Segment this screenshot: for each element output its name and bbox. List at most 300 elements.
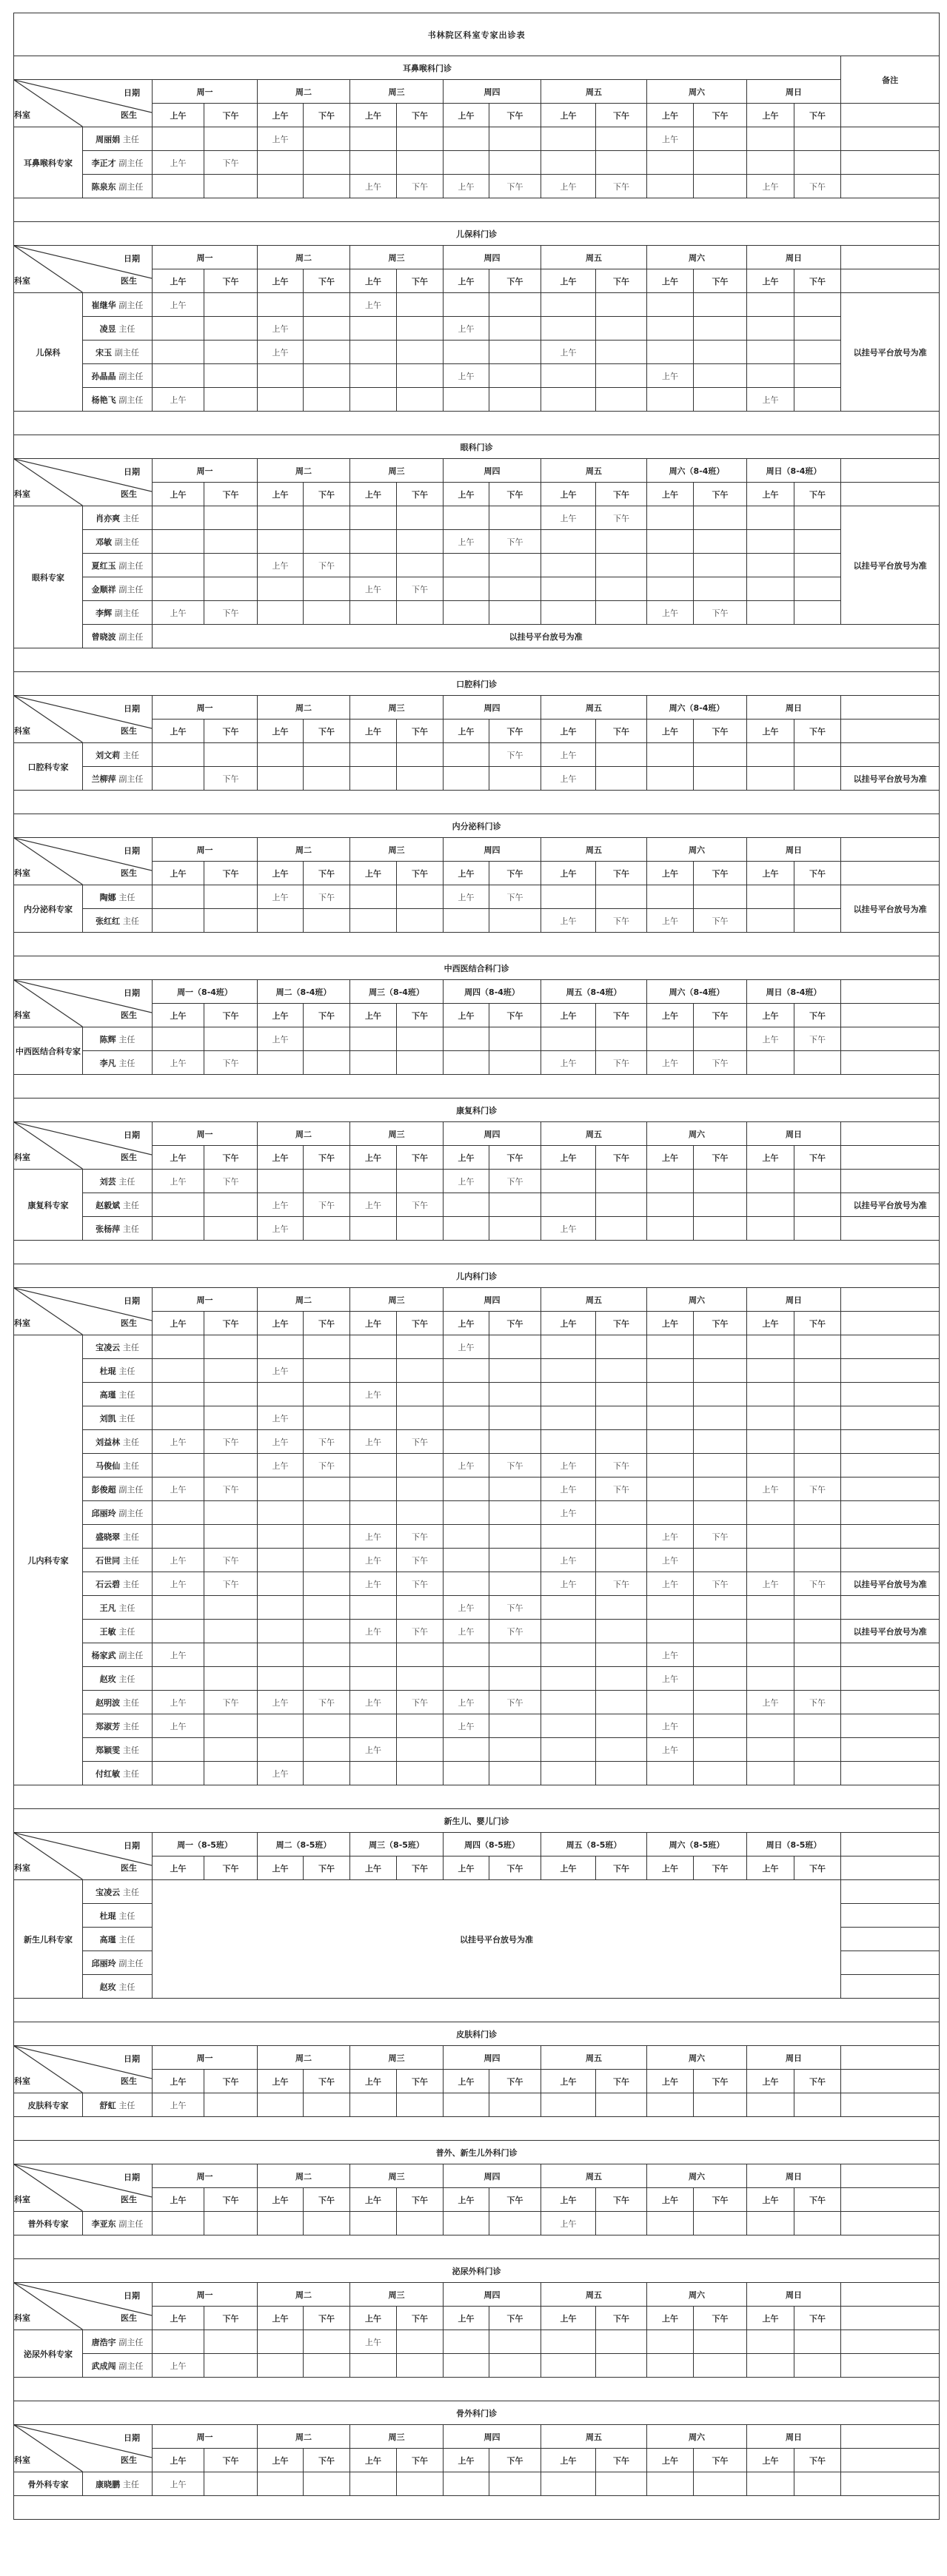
schedule-slot: [647, 2212, 694, 2235]
schedule-slot: [647, 1217, 694, 1241]
schedule-slot: [258, 1620, 304, 1643]
schedule-slot: [747, 506, 794, 530]
schedule-slot: [794, 151, 841, 175]
schedule-slot: [304, 2472, 350, 2496]
schedule-slot: [489, 1193, 541, 1217]
schedule-slot: [153, 1359, 204, 1383]
schedule-slot: 上午: [258, 554, 304, 577]
schedule-slot: [541, 1691, 596, 1714]
schedule-slot: [204, 1738, 258, 1762]
schedule-slot: 下午: [489, 1170, 541, 1193]
schedule-slot: [596, 1667, 647, 1691]
schedule-slot: [350, 1051, 397, 1075]
schedule-slot: [794, 2354, 841, 2378]
schedule-slot: [204, 1643, 258, 1667]
doctor-name-text: 李正才: [91, 158, 116, 168]
schedule-slot: [204, 175, 258, 198]
schedule-slot: [541, 1193, 596, 1217]
am-header: 上午: [258, 862, 304, 885]
schedule-slot: [444, 1643, 489, 1667]
schedule-slot: [444, 1027, 489, 1051]
spacer-row: [14, 2378, 940, 2401]
doctor-name-text: 高瑾: [99, 1389, 116, 1400]
schedule-slot: [647, 1620, 694, 1643]
schedule-slot: [596, 1383, 647, 1406]
schedule-slot: 上午: [541, 767, 596, 791]
pm-header: 下午: [304, 2070, 350, 2093]
remark-blank: [841, 459, 940, 483]
department-label: 科室: [14, 1318, 30, 1328]
schedule-slot: [541, 151, 596, 175]
schedule-slot: [304, 341, 350, 364]
day-header: 周二: [258, 246, 350, 269]
schedule-slot: [794, 388, 841, 412]
schedule-slot: [694, 1620, 747, 1643]
schedule-slot: 下午: [794, 1691, 841, 1714]
schedule-slot: [596, 577, 647, 601]
department-name: 皮肤科专家: [14, 2093, 83, 2117]
schedule-slot: [489, 1027, 541, 1051]
schedule-slot: [489, 2330, 541, 2354]
doctor-name: [83, 1525, 153, 1549]
remark-cell: [841, 2472, 940, 2496]
doctor-name: [83, 2472, 153, 2496]
pm-header: 下午: [694, 104, 747, 127]
remark-cell: [841, 1335, 940, 1359]
doctor-name: [83, 364, 153, 388]
day-header: 周三: [350, 2425, 444, 2449]
schedule-slot: [258, 767, 304, 791]
schedule-slot: [794, 767, 841, 791]
pm-header: 下午: [397, 2449, 444, 2472]
schedule-slot: [489, 1501, 541, 1525]
am-header: 上午: [350, 104, 397, 127]
section-title-row: [14, 956, 940, 980]
day-header: 周一: [153, 459, 258, 483]
schedule-slot: [694, 341, 747, 364]
day-header-row: [14, 2164, 940, 2188]
doctor-row: [14, 577, 940, 601]
am-header: 上午: [153, 104, 204, 127]
diagonal-header-cell: [14, 2425, 153, 2472]
am-header: 上午: [541, 1146, 596, 1170]
schedule-slot: 下午: [694, 1051, 747, 1075]
am-header: 上午: [258, 2307, 304, 2330]
day-header-row: [14, 80, 940, 104]
schedule-slot: [489, 1430, 541, 1454]
schedule-slot: 下午: [397, 1193, 444, 1217]
am-header: 上午: [747, 720, 794, 743]
am-header: 上午: [747, 862, 794, 885]
schedule-slot: 下午: [304, 1193, 350, 1217]
schedule-slot: 上午: [258, 1691, 304, 1714]
doctor-rank: 副主任: [118, 300, 144, 310]
schedule-slot: 下午: [397, 1691, 444, 1714]
am-header: 上午: [541, 720, 596, 743]
schedule-slot: [204, 388, 258, 412]
section-title-row: [14, 2259, 940, 2283]
pm-header: 下午: [694, 269, 747, 293]
doctor-rank: 主任: [122, 750, 139, 760]
schedule-slot: [204, 127, 258, 151]
schedule-slot: 下午: [204, 1051, 258, 1075]
schedule-slot: [350, 127, 397, 151]
schedule-slot: [304, 151, 350, 175]
schedule-slot: [489, 1714, 541, 1738]
schedule-slot: [204, 1596, 258, 1620]
doctor-row: [14, 1525, 940, 1549]
remark-cell: [841, 1951, 940, 1975]
schedule-slot: [489, 151, 541, 175]
remark-blank: [841, 2449, 940, 2472]
schedule-slot: [304, 767, 350, 791]
pm-header: 下午: [204, 269, 258, 293]
doctor-rank: 副主任: [118, 584, 144, 594]
schedule-slot: [794, 909, 841, 933]
schedule-table: [13, 13, 940, 2520]
schedule-slot: [694, 1335, 747, 1359]
schedule-slot: [304, 1667, 350, 1691]
schedule-slot: [204, 364, 258, 388]
doctor-name: [83, 127, 153, 151]
doctor-name-text: 孙晶晶: [91, 371, 116, 381]
spacer-row: [14, 1999, 940, 2022]
schedule-slot: 上午: [541, 1217, 596, 1241]
schedule-slot: 上午: [747, 1691, 794, 1714]
schedule-slot: [489, 767, 541, 791]
department-name: 普外科专家: [14, 2212, 83, 2235]
pm-header: 下午: [304, 862, 350, 885]
schedule-slot: [747, 1667, 794, 1691]
date-label: 日期: [124, 2433, 140, 2443]
schedule-slot: [694, 1762, 747, 1785]
schedule-slot: [397, 1667, 444, 1691]
schedule-slot: [647, 885, 694, 909]
am-header: 上午: [444, 1312, 489, 1335]
schedule-slot: [541, 1359, 596, 1383]
schedule-slot: [153, 577, 204, 601]
day-header: 周五: [541, 1288, 647, 1312]
schedule-slot: [596, 388, 647, 412]
schedule-slot: [794, 1051, 841, 1075]
pm-header: 下午: [694, 862, 747, 885]
spacer-row: [14, 1075, 940, 1099]
schedule-slot: [258, 530, 304, 554]
schedule-slot: [397, 743, 444, 767]
schedule-slot: [350, 1596, 397, 1620]
schedule-slot: [647, 175, 694, 198]
department-label: 科室: [14, 276, 30, 286]
schedule-slot: [350, 1027, 397, 1051]
schedule-slot: [397, 1762, 444, 1785]
am-header: 上午: [444, 2070, 489, 2093]
doctor-row: [14, 2472, 940, 2496]
schedule-slot: [489, 1217, 541, 1241]
schedule-slot: [694, 2354, 747, 2378]
day-header: 周一: [153, 1288, 258, 1312]
schedule-slot: [541, 1170, 596, 1193]
day-header: 周三: [350, 1288, 444, 1312]
schedule-slot: [541, 388, 596, 412]
schedule-slot: [258, 743, 304, 767]
doctor-rank: 副主任: [118, 631, 144, 642]
remark-cell: [841, 1549, 940, 1572]
schedule-slot: [647, 743, 694, 767]
doctor-row: [14, 341, 940, 364]
schedule-slot: [596, 1430, 647, 1454]
schedule-slot: [397, 1359, 444, 1383]
doctor-name: [83, 2354, 153, 2378]
schedule-slot: [397, 1501, 444, 1525]
spacer-cell: [14, 1075, 940, 1099]
diagonal-header-cell: [14, 2283, 153, 2330]
doctor-name-text: 宝凌云: [96, 1342, 121, 1352]
schedule-slot: [489, 1738, 541, 1762]
pm-header: 下午: [397, 2307, 444, 2330]
department-name: 新生儿科专家: [14, 1880, 83, 1999]
schedule-slot: 上午: [541, 1477, 596, 1501]
pm-header: 下午: [694, 1004, 747, 1027]
remark-cell: [841, 2354, 940, 2378]
department-name: 内分泌科专家: [14, 885, 83, 933]
pm-header: 下午: [794, 2449, 841, 2472]
schedule-slot: [794, 1430, 841, 1454]
doctor-rank: 主任: [122, 1721, 139, 1731]
schedule-slot: [153, 1620, 204, 1643]
day-header: 周四: [444, 2425, 541, 2449]
doctor-name-text: 刘凯: [99, 1413, 116, 1423]
schedule-slot: [397, 388, 444, 412]
schedule-slot: 上午: [444, 885, 489, 909]
period-header-row: [14, 2188, 940, 2212]
schedule-slot: [204, 1217, 258, 1241]
doctor-row: [14, 1762, 940, 1785]
day-header-row: [14, 980, 940, 1004]
schedule-slot: 上午: [647, 1051, 694, 1075]
schedule-slot: [204, 1359, 258, 1383]
doctor-name-text: 刘芸: [99, 1176, 116, 1187]
schedule-slot: [694, 1549, 747, 1572]
schedule-slot: [794, 1359, 841, 1383]
date-label: 日期: [124, 1130, 140, 1140]
schedule-slot: [258, 1643, 304, 1667]
schedule-slot: [153, 743, 204, 767]
schedule-slot: [747, 530, 794, 554]
doctor-row: [14, 151, 940, 175]
schedule-slot: [794, 577, 841, 601]
day-header: 周日: [747, 246, 841, 269]
schedule-slot: [444, 1738, 489, 1762]
doctor-label: 医生: [121, 1863, 137, 1873]
schedule-slot: 下午: [596, 1477, 647, 1501]
schedule-slot: [794, 127, 841, 151]
day-header: 周六: [647, 2283, 747, 2307]
remark-blank: [841, 104, 940, 127]
day-header: 周五: [541, 838, 647, 862]
doctor-rank: 主任: [118, 323, 135, 334]
doctor-rank: 主任: [122, 1437, 139, 1447]
doctor-row: [14, 1667, 940, 1691]
pm-header: 下午: [397, 1004, 444, 1027]
am-header: 上午: [747, 104, 794, 127]
department-label: 科室: [14, 489, 30, 499]
doctor-rank: 副主任: [114, 537, 139, 547]
schedule-slot: [747, 1762, 794, 1785]
day-header: 周六: [647, 2425, 747, 2449]
schedule-slot: [397, 317, 444, 341]
doctor-row: [14, 364, 940, 388]
am-header: 上午: [444, 483, 489, 506]
day-header: 周三: [350, 838, 444, 862]
doctor-row: [14, 293, 940, 317]
schedule-slot: [541, 1383, 596, 1406]
schedule-slot: 上午: [541, 1501, 596, 1525]
pm-header: 下午: [794, 483, 841, 506]
section-title: 泌尿外科门诊: [14, 2259, 940, 2283]
remark-cell: 以挂号平台放号为准: [841, 1620, 940, 1643]
schedule-slot: [694, 1501, 747, 1525]
diagonal-header-cell: [14, 980, 153, 1027]
schedule-slot: [350, 2354, 397, 2378]
date-label: 日期: [124, 2054, 140, 2064]
day-header: 周六: [647, 1122, 747, 1146]
doctor-row: [14, 1596, 940, 1620]
schedule-slot: [694, 317, 747, 341]
schedule-slot: 上午: [350, 1620, 397, 1643]
schedule-slot: 上午: [647, 909, 694, 933]
schedule-slot: [350, 767, 397, 791]
schedule-slot: [694, 530, 747, 554]
am-header: 上午: [747, 2188, 794, 2212]
am-header: 上午: [350, 2449, 397, 2472]
schedule-slot: 上午: [350, 293, 397, 317]
schedule-slot: 上午: [444, 1714, 489, 1738]
am-header: 上午: [747, 2307, 794, 2330]
pm-header: 下午: [489, 1146, 541, 1170]
department-label: 科室: [14, 726, 30, 736]
schedule-slot: [153, 2330, 204, 2354]
doctor-rank: 主任: [118, 2100, 135, 2110]
am-header: 上午: [258, 2188, 304, 2212]
doctor-name: [83, 1691, 153, 1714]
schedule-slot: [204, 341, 258, 364]
schedule-slot: 上午: [444, 1596, 489, 1620]
date-label: 日期: [124, 846, 140, 856]
schedule-slot: [794, 1170, 841, 1193]
schedule-slot: 上午: [647, 1643, 694, 1667]
schedule-slot: [541, 1335, 596, 1359]
schedule-slot: [397, 530, 444, 554]
am-header: 上午: [258, 2449, 304, 2472]
doctor-name-text: 舒虹: [99, 2100, 116, 2110]
schedule-slot: [794, 1549, 841, 1572]
schedule-slot: [204, 2330, 258, 2354]
am-header: 上午: [350, 1146, 397, 1170]
schedule-slot: [794, 364, 841, 388]
pm-header: 下午: [794, 104, 841, 127]
schedule-slot: [153, 127, 204, 151]
am-header: 上午: [258, 104, 304, 127]
pm-header: 下午: [596, 720, 647, 743]
am-header: 上午: [747, 1146, 794, 1170]
doctor-rank: 主任: [122, 1555, 139, 1566]
schedule-slot: [747, 127, 794, 151]
pm-header: 下午: [204, 720, 258, 743]
schedule-slot: [596, 2212, 647, 2235]
am-header: 上午: [444, 862, 489, 885]
doctor-name: [83, 1477, 153, 1501]
doctor-name-text: 宝凌云: [96, 1887, 121, 1897]
schedule-slot: [258, 577, 304, 601]
schedule-slot: 上午: [258, 1762, 304, 1785]
section-title: 眼科门诊: [14, 435, 940, 459]
spacer-cell: [14, 2117, 940, 2141]
pm-header: 下午: [204, 104, 258, 127]
schedule-slot: [541, 364, 596, 388]
schedule-slot: [397, 2330, 444, 2354]
schedule-slot: [153, 1335, 204, 1359]
schedule-slot: [397, 1454, 444, 1477]
day-header: 周日: [747, 1288, 841, 1312]
am-header: 上午: [541, 2307, 596, 2330]
am-header: 上午: [350, 1004, 397, 1027]
schedule-slot: [397, 601, 444, 625]
schedule-slot: [541, 601, 596, 625]
schedule-slot: [794, 1643, 841, 1667]
schedule-slot: [444, 1477, 489, 1501]
doctor-name: [83, 1406, 153, 1430]
doctor-rank: 副主任: [118, 774, 144, 784]
day-header: 周五: [541, 80, 647, 104]
doctor-name: [83, 1027, 153, 1051]
day-header: 周六: [647, 246, 747, 269]
schedule-slot: [794, 1217, 841, 1241]
schedule-slot: [694, 1738, 747, 1762]
schedule-slot: [694, 127, 747, 151]
schedule-slot: [489, 1549, 541, 1572]
schedule-slot: 上午: [747, 1572, 794, 1596]
schedule-slot: [204, 2093, 258, 2117]
schedule-sheet: [13, 13, 939, 2520]
day-header: 周三: [350, 459, 444, 483]
schedule-slot: [258, 1596, 304, 1620]
period-header-row: [14, 2307, 940, 2330]
schedule-slot: 上午: [444, 1170, 489, 1193]
am-header: 上午: [153, 1312, 204, 1335]
schedule-slot: [304, 1620, 350, 1643]
schedule-slot: 下午: [489, 1596, 541, 1620]
schedule-slot: [694, 1667, 747, 1691]
schedule-slot: [153, 909, 204, 933]
am-header: 上午: [258, 1856, 304, 1880]
schedule-slot: 下午: [204, 1572, 258, 1596]
schedule-slot: [444, 1762, 489, 1785]
day-header: 周一: [153, 246, 258, 269]
schedule-slot: [489, 1643, 541, 1667]
remark-blank: [841, 246, 940, 269]
schedule-slot: [204, 743, 258, 767]
doctor-rank: 主任: [118, 1982, 135, 1992]
doctor-row: [14, 1170, 940, 1193]
section-title: 耳鼻喉科门诊: [14, 56, 841, 80]
remark-cell: [841, 1525, 940, 1549]
period-header-row: [14, 269, 940, 293]
schedule-slot: 上午: [350, 1430, 397, 1454]
day-header: 周六: [647, 838, 747, 862]
schedule-slot: [794, 530, 841, 554]
schedule-slot: [596, 1738, 647, 1762]
schedule-slot: [258, 293, 304, 317]
